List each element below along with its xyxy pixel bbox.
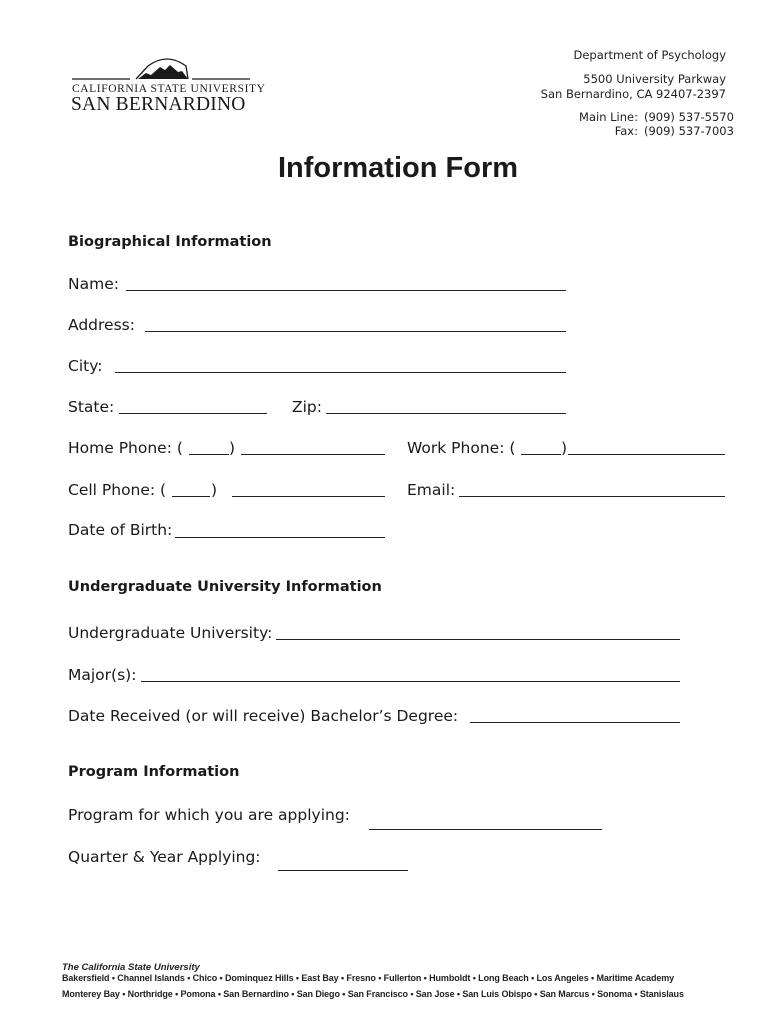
- majors-field[interactable]: [141, 681, 680, 682]
- footer-system-name: The California State University: [62, 962, 200, 973]
- program-field[interactable]: [369, 829, 602, 830]
- logo-line-campus: SAN BERNARDINO: [71, 94, 246, 115]
- email-label: Email:: [407, 481, 456, 499]
- footer-campuses-line-1: Bakersfield • Channel Islands • Chico • Dominquez Hills • East Bay • Fresno • Fullerton • Humboldt • Long Beach • Los Angeles • Maritime Academy: [62, 973, 675, 983]
- state-field[interactable]: [119, 413, 267, 414]
- degree-date-field[interactable]: [470, 722, 680, 723]
- work-phone-close-paren: ): [561, 439, 568, 457]
- section-heading-program: Program Information: [68, 764, 240, 780]
- university-logo: [70, 58, 266, 118]
- address-field[interactable]: [145, 331, 566, 332]
- home-phone-area-code-field[interactable]: [189, 454, 229, 455]
- mountain-logo-icon: [70, 58, 255, 84]
- page-title: Information Form: [277, 152, 519, 184]
- degree-date-label: Date Received (or will receive) Bachelor’s Degree:: [68, 707, 459, 725]
- majors-label: Major(s):: [68, 666, 137, 684]
- zip-field[interactable]: [326, 413, 566, 414]
- address-label: Address:: [68, 316, 135, 334]
- email-field[interactable]: [459, 496, 725, 497]
- address-line-1: 5500 University Parkway: [583, 72, 726, 86]
- zip-label: Zip:: [292, 398, 322, 416]
- undergraduate-university-field[interactable]: [276, 639, 680, 640]
- section-heading-undergraduate: Undergraduate University Information: [68, 579, 382, 595]
- work-phone-label: Work Phone: (: [407, 439, 516, 457]
- section-heading-biographical: Biographical Information: [68, 234, 272, 250]
- logo-line-university: CALIFORNIA STATE UNIVERSITY: [72, 83, 266, 95]
- undergraduate-university-label: Undergraduate University:: [68, 624, 273, 642]
- city-label: City:: [68, 357, 103, 375]
- main-line: [579, 110, 734, 124]
- quarter-year-field[interactable]: [278, 870, 408, 871]
- city-field[interactable]: [115, 372, 566, 373]
- home-phone-close-paren: ): [229, 439, 236, 457]
- name-label: Name:: [68, 275, 119, 293]
- cell-phone-close-paren: ): [211, 481, 218, 499]
- dob-label: Date of Birth:: [68, 521, 173, 539]
- quarter-year-label: Quarter & Year Applying:: [68, 848, 261, 866]
- name-field[interactable]: [126, 290, 566, 291]
- main-line-number: (909) 537-5570: [644, 110, 734, 124]
- cell-phone-label: Cell Phone: (: [68, 481, 167, 499]
- fax-label: Fax:: [614, 124, 638, 138]
- fax-number: (909) 537-7003: [644, 124, 734, 138]
- program-label: Program for which you are applying:: [68, 806, 350, 824]
- dob-field[interactable]: [175, 537, 385, 538]
- cell-phone-area-code-field[interactable]: [172, 496, 210, 497]
- fax-line: [614, 124, 734, 138]
- home-phone-field[interactable]: [241, 454, 385, 455]
- home-phone-label: Home Phone: (: [68, 439, 183, 457]
- work-phone-area-code-field[interactable]: [521, 454, 561, 455]
- footer-campuses-line-2: Monterey Bay • Northridge • Pomona • San Bernardino • San Diego • San Francisco • San Jose • San Luis Obispo • San Marcus • Sonoma • Stanislaus: [62, 989, 684, 999]
- main-line-label: Main Line:: [579, 110, 638, 124]
- cell-phone-field[interactable]: [232, 496, 385, 497]
- work-phone-field[interactable]: [568, 454, 725, 455]
- address-line-2: San Bernardino, CA 92407-2397: [540, 87, 726, 101]
- state-label: State:: [68, 398, 115, 416]
- department-name: Department of Psychology: [573, 48, 726, 62]
